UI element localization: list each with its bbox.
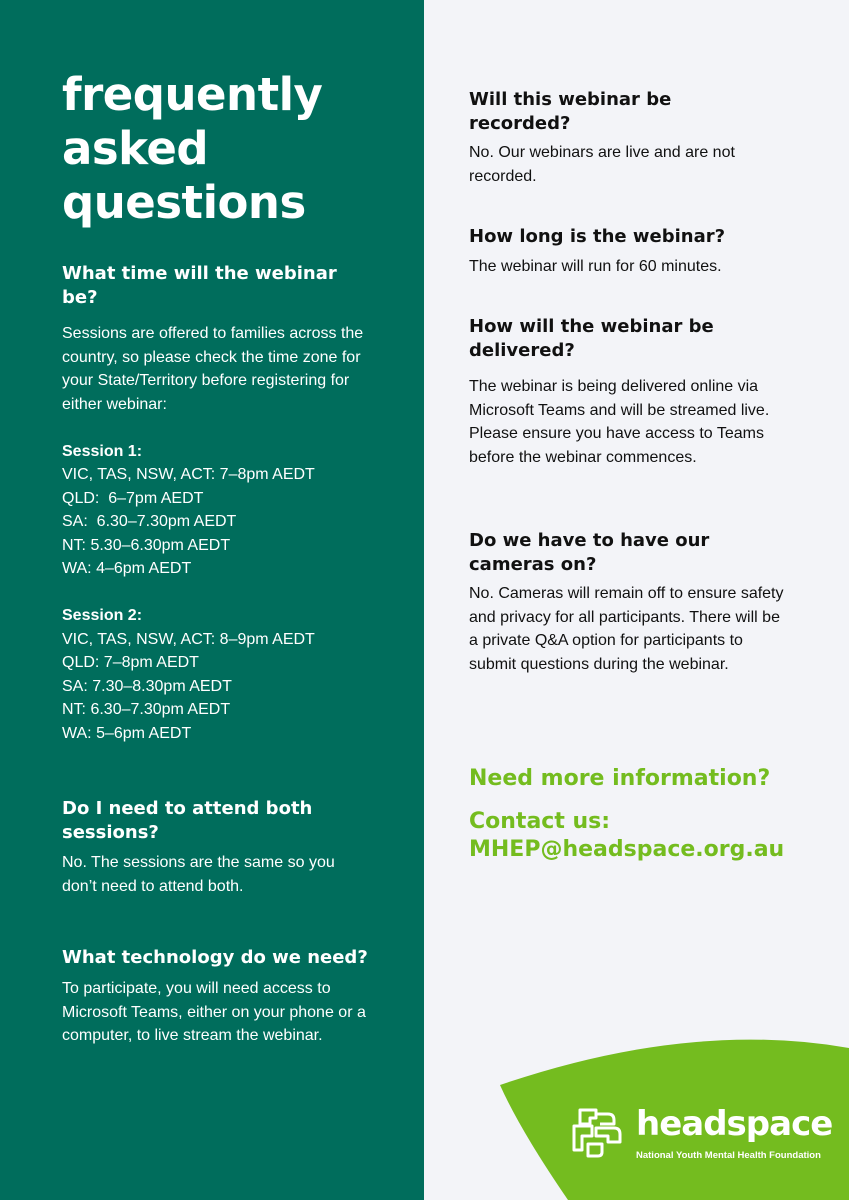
- session-1-line: NT: 5.30–6.30pm AEDT: [62, 536, 231, 554]
- session-1-label: Session 1:: [62, 442, 143, 460]
- faq-question-delivery: How will the webinar be delivered?: [469, 316, 714, 361]
- faq-answer-technology: To participate, you will need access to Microsoft Teams, either on your phone or a computer, to live stream the webinar.: [62, 980, 366, 1044]
- faq-answer-cameras: No. Cameras will remain off to ensure safety and privacy for all participants. There will be a private Q&A option for participants to submit questions during the webinar.: [469, 585, 784, 673]
- headspace-logo-tagline: National Youth Mental Health Foundation: [636, 1150, 821, 1161]
- session-1-line: VIC, TAS, NSW, ACT: 7–8pm AEDT: [62, 466, 315, 483]
- session-2-line: NT: 6.30–7.30pm AEDT: [62, 701, 231, 718]
- session-1-line: WA: 4–6pm AEDT: [62, 560, 192, 577]
- page-title: frequently asked questions: [62, 68, 323, 229]
- faq-question-cameras: Do we have to have our cameras on?: [469, 530, 710, 575]
- faq-question-both-sessions: Do I need to attend both sessions?: [62, 798, 313, 843]
- headspace-logo-wordmark: headspace: [636, 1104, 833, 1144]
- session-2-line: VIC, TAS, NSW, ACT: 8–9pm AEDT: [62, 630, 315, 648]
- contact-email-link[interactable]: MHEP@headspace.org.au: [469, 837, 785, 862]
- faq-answer-both-sessions: No. The sessions are the same so you don’t need to attend both.: [62, 854, 335, 895]
- session-2-line: WA: 5–6pm AEDT: [62, 724, 192, 742]
- faq-question-recorded: Will this webinar be recorded?: [469, 89, 672, 134]
- session-1-line: SA: 6.30–7.30pm AEDT: [62, 513, 237, 530]
- contact-label: Contact us:: [469, 809, 611, 834]
- faq-question-length: How long is the webinar?: [469, 226, 726, 247]
- faq-answer-delivery: The webinar is being delivered online via Microsoft Teams and will be streamed live. Please ensure you have access to Teams before the webinar commences.: [469, 378, 770, 466]
- session-1-line: QLD: 6–7pm AEDT: [62, 489, 204, 507]
- faq-answer-length: The webinar will run for 60 minutes.: [469, 258, 722, 275]
- session-2-line: QLD: 7–8pm AEDT: [62, 654, 199, 671]
- faq-question-time: What time will the webinar be?: [62, 263, 337, 308]
- faq-question-technology: What technology do we need?: [62, 947, 368, 968]
- more-info-heading: Need more information?: [469, 766, 771, 791]
- headspace-logo-icon: [566, 1104, 628, 1160]
- faq-answer-recorded: No. Our webinars are live and are not recorded.: [469, 144, 735, 185]
- session-2-line: SA: 7.30–8.30pm AEDT: [62, 677, 232, 695]
- session-2-label: Session 2:: [62, 607, 143, 624]
- faq-answer-time-intro: Sessions are offered to families across the country, so please check the time zone for your State/Territory before registering for either webinar:: [62, 325, 364, 413]
